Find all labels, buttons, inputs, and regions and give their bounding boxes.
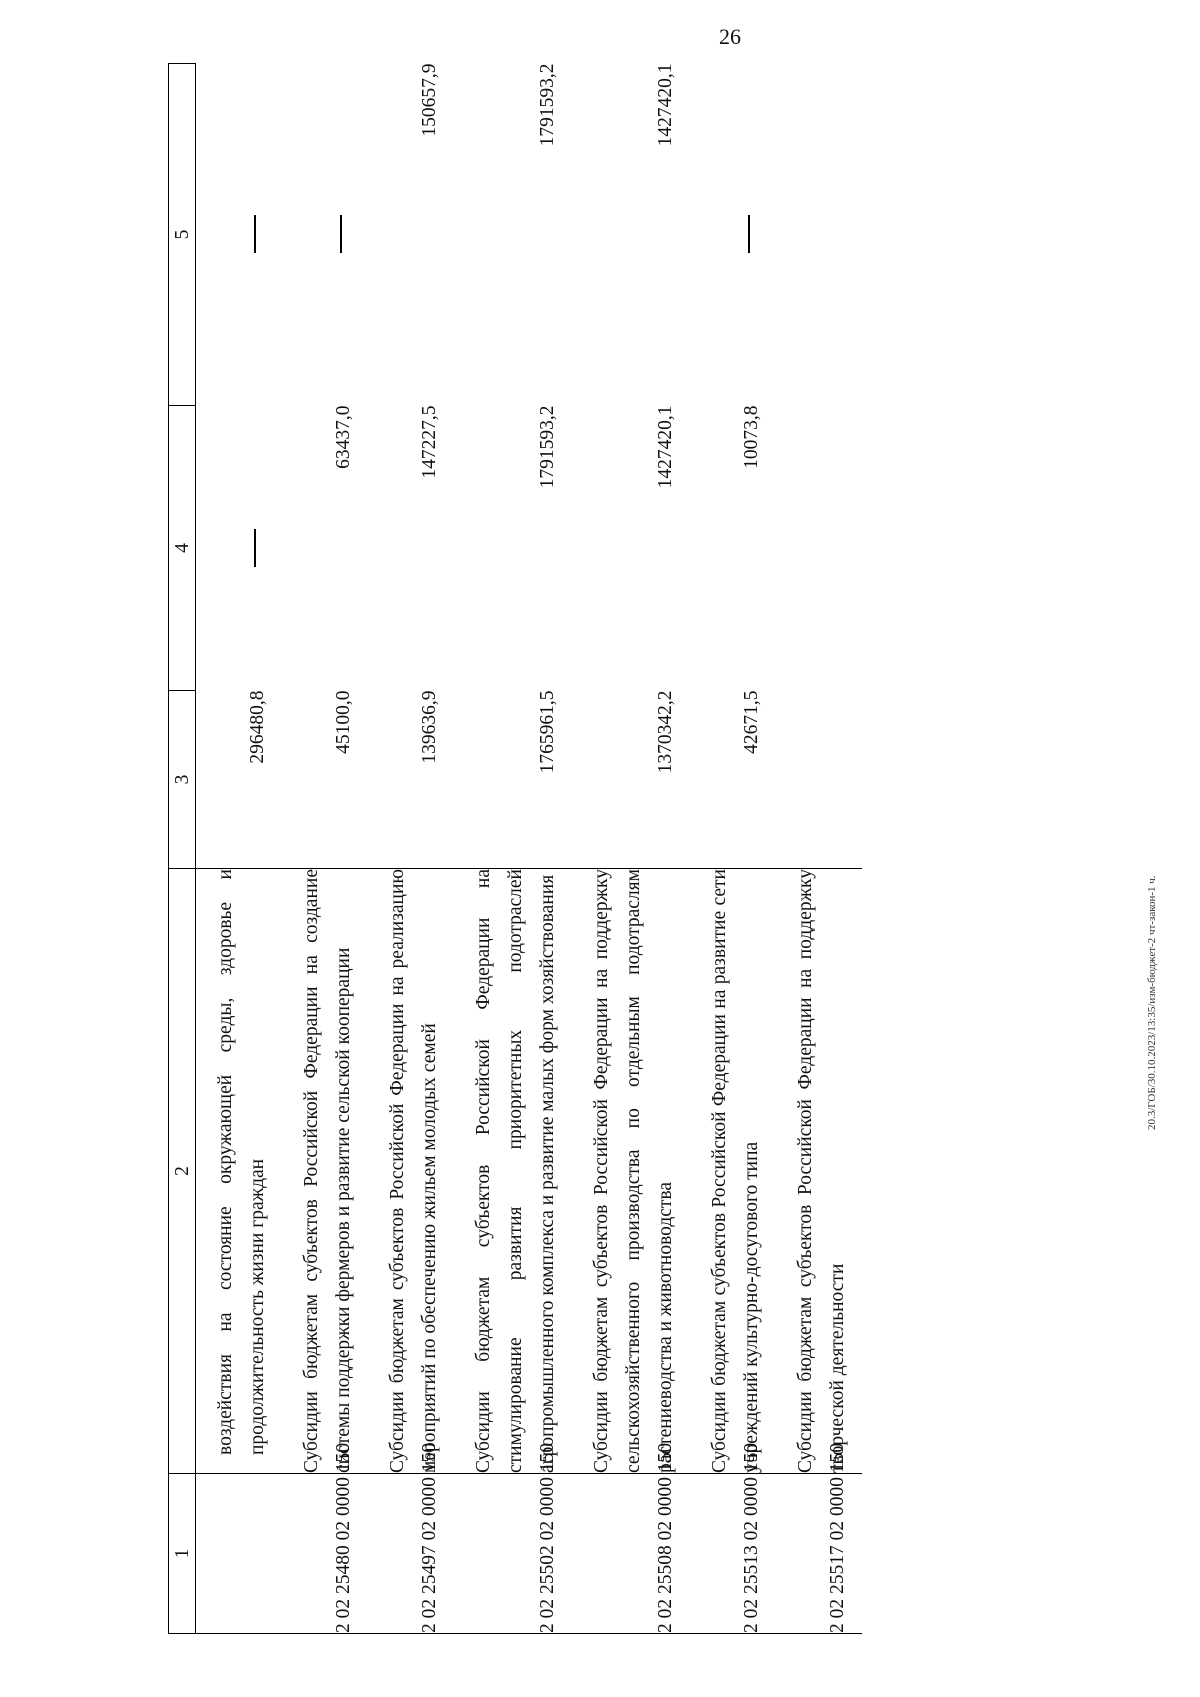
table-row — [776, 64, 862, 1634]
row-col4-value: 147227,5 — [419, 405, 440, 479]
dash-mark — [254, 216, 256, 254]
row-col3-value — [776, 691, 862, 869]
column-header-1: 1 — [169, 1474, 196, 1634]
table-row — [454, 64, 572, 1634]
row-description: Субсидии бюджетам субъектов Российской Федерации на реализацию мероприятий по обеспечению жильем молодых семей — [368, 869, 454, 1474]
row-description: Субсидии бюджетам субъектов Российской Федерации на развитие сети учреждений культурно-досугового типа — [690, 869, 776, 1474]
row-description: Субсидии бюджетам субъектов Российской Федерации на стимулирование развития приоритетных подотраслей агропромышленного комплекса и развитие малых форм хозяйствования — [454, 869, 572, 1474]
column-header-2: 2 — [169, 869, 196, 1474]
column-header-4: 4 — [169, 406, 196, 691]
column-header-3: 3 — [169, 691, 196, 869]
row-description — [196, 869, 283, 1474]
row-description: Субсидии бюджетам субъектов Российской Федерации на создание системы поддержки фермеров и развитие сельской кооперации — [282, 869, 368, 1474]
table-row — [196, 64, 283, 1634]
row-col3-value: 296480,8 — [247, 690, 268, 764]
row-description: Субсидии бюджетам субъектов Российской Федерации на поддержку творческой деятельности — [776, 869, 862, 1474]
table-row — [572, 64, 690, 1634]
row-col3-value: 1765961,5 — [537, 690, 558, 774]
page-number: 26 — [719, 24, 741, 49]
row-col3-value: 1370342,2 — [655, 690, 676, 774]
row-col4-value — [776, 406, 862, 691]
row-col5-value: 1427420,1 — [655, 63, 676, 147]
row-description-text: воздействия на состояние окружающей среды, здоровье и продолжительность жизни граждан — [215, 869, 268, 1455]
row-code: 2 02 25497 02 0000 150 — [368, 1474, 454, 1634]
row-col5-value — [776, 64, 862, 406]
row-col4-value: 63437,0 — [333, 405, 354, 469]
row-col4-value: 10073,8 — [741, 405, 762, 469]
budget-table — [168, 63, 862, 1634]
row-col5-value: 1791593,2 — [537, 63, 558, 147]
row-col5-value: 150657,9 — [419, 63, 440, 137]
footer-filename: 20.3/ГОБ/30.10.2023/13:35/изм-бюджет-2 чт-закон-1 ч. — [1146, 875, 1158, 1130]
row-col5-dash — [196, 64, 283, 406]
row-code: 2 02 25517 02 0000 150 — [776, 1474, 862, 1634]
row-col5-dash — [690, 64, 776, 406]
row-code: 2 02 25513 02 0000 150 — [690, 1474, 776, 1634]
dash-mark — [254, 529, 256, 567]
row-col3-value: 45100,0 — [333, 690, 354, 754]
row-col3-value: 42671,5 — [741, 690, 762, 754]
rotated-page-content — [168, 64, 1098, 1634]
row-col4-value: 1427420,1 — [655, 405, 676, 489]
dash-mark — [340, 216, 342, 254]
table-header-row — [169, 64, 196, 1634]
row-col5-dash — [282, 64, 368, 406]
row-code: 2 02 25480 02 0000 150 — [282, 1474, 368, 1634]
row-code: 2 02 25508 02 0000 150 — [572, 1474, 690, 1634]
row-description: Субсидии бюджетам субъектов Российской Федерации на поддержку сельскохозяйственного производства по отдельным подотраслям растениеводства и животноводства — [572, 869, 690, 1474]
dash-mark — [748, 216, 750, 254]
table-header — [169, 64, 196, 1634]
row-col3-value: 139636,9 — [419, 690, 440, 764]
table-row — [368, 64, 454, 1634]
row-code: 2 02 25502 02 0000 150 — [454, 1474, 572, 1634]
row-col4-dash — [196, 406, 283, 691]
row-col4-value: 1791593,2 — [537, 405, 558, 489]
table-row — [282, 64, 368, 1634]
table-row — [690, 64, 776, 1634]
column-header-5: 5 — [169, 64, 196, 406]
row-code — [196, 1474, 283, 1634]
